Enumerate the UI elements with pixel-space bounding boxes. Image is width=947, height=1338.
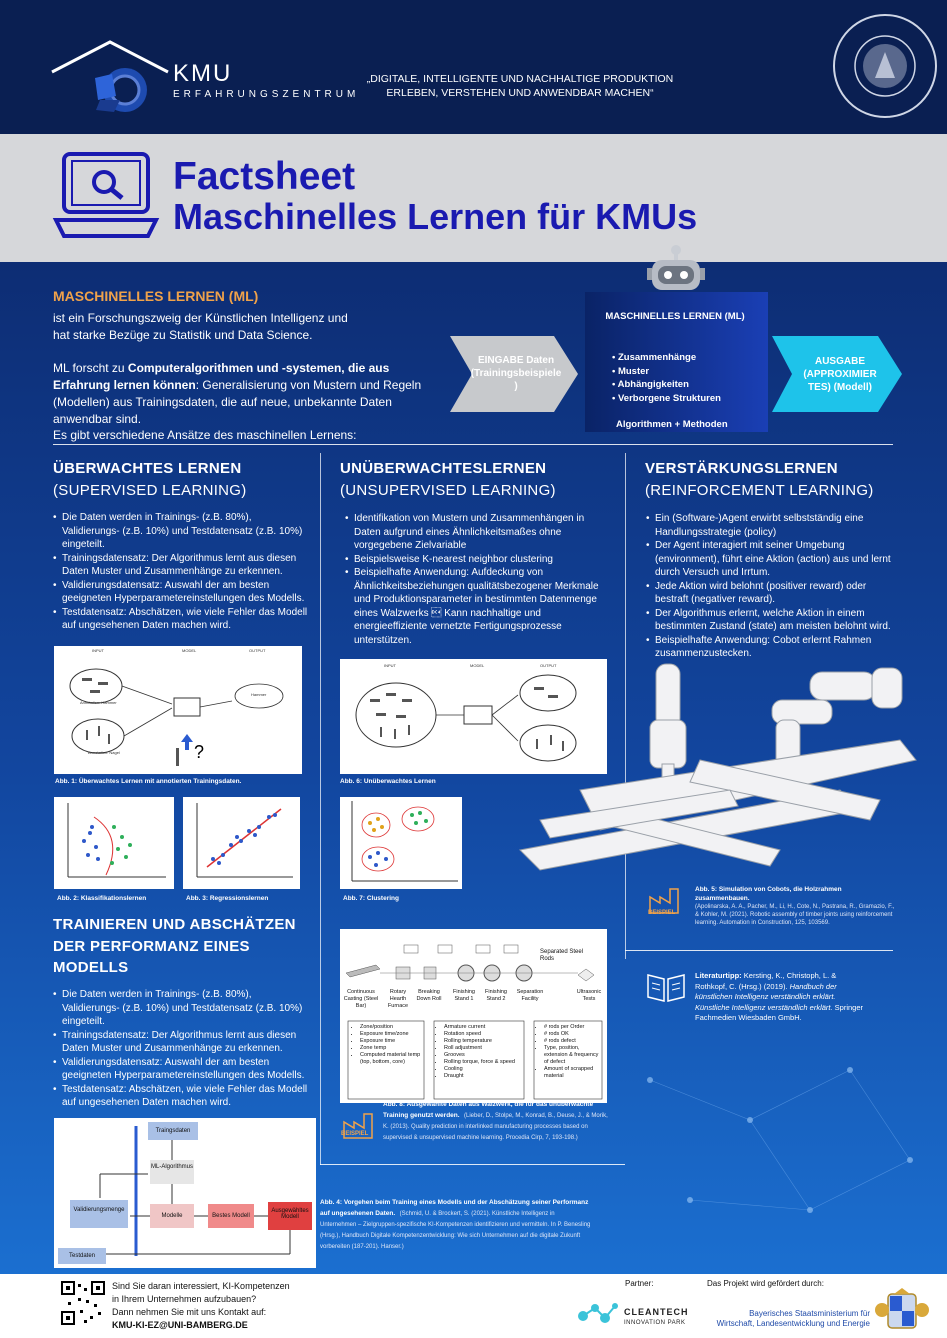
classification-plot [54,797,174,889]
list-item: • # rods per Order [544,1024,602,1031]
cobot-simulation-image [480,660,922,880]
step-label: Finishing Stand 2 [484,989,507,1002]
caption-fig6: Abb. 6: Unüberwachtes Lernen [340,778,436,785]
list-item: • Jede Aktion wird belohnt (positiver reward) oder bestraft (negativer reward). [646,580,896,607]
university-seal-icon [833,14,937,118]
col2-title: UNÜBERWACHTESLERNEN [340,460,547,477]
col1-subtitle: (SUPERVISED LEARNING) [53,482,247,499]
ml-box-footer: Algorithmen + Methoden [616,419,728,430]
training-title: TRAINIEREN UND ABSCHÄTZEN DER PERFORMANZ EINES MODELLS [53,916,296,976]
list-item: • Rotation speed [444,1031,524,1038]
list-item: • Testdatensatz: Abschätzen, wie viele Fehler das Modell auf ungesehenen Daten machen wird. [53,606,308,633]
list-item: • Der Algorithmus erlernt, welche Aktion in einem bestimmten Zustand (state) am meisten belohnt wird. [646,607,896,634]
book-icon [646,971,686,1003]
page-title-line1: Factsheet [173,155,356,198]
divider [53,444,893,445]
bavaria-coat-of-arms-icon [874,1288,930,1334]
step-label: Finishing Stand 1 [452,989,475,1002]
flow-train-data: Traingsdaten [148,1122,198,1140]
list-item: • Identifikation von Mustern und Zusammenhängen in Daten aufgrund eines Ähnlichkeitsmaßes ohne vorgegebene Zielvariable [345,512,610,553]
ml-item: • Zusammenhänge [612,352,697,363]
flow-chosen-model: Ausgewähltes Modell [268,1202,312,1230]
ml-item: • Verborgene Strukturen [612,392,721,404]
fig-annotation-hammer: Annotation: Hammer [80,700,117,705]
partner-label: Partner: [625,1279,654,1288]
laptop-search-icon [52,150,160,240]
caption-fig4 [320,1196,592,1251]
list-item: • Grooves [444,1052,524,1059]
step-label: Breaking Down Roll [416,989,442,1002]
list-item: • # rods defect [544,1038,602,1045]
caption-fig1: Abb. 1: Überwachtes Lernen mit annotierten Trainingsdaten. [55,778,242,785]
list-item: • Trainingsdatensatz: Der Algorithmus lernt aus diesen Daten Muster und Zusammenhänge zu erkennen. [53,552,308,579]
contact-line-1: Sind Sie daran interessiert, KI-Kompetenzen [112,1281,290,1291]
caption-fig2: Abb. 2: Klassifikationslernen [57,895,147,902]
literature-publisher: Springer Fachmedien Wiesbaden GmbH. [695,1002,864,1022]
flow-algorithm: ML-Algorithmus [150,1160,194,1184]
intro-paragraph-1: ist ein Forschungszweig der Künstlichen Intelligenz und hat starke Bezüge zu Statistik und Data Science. [53,311,348,342]
figure-supervised [54,646,302,774]
caption-fig7: Abb. 7: Clustering [343,895,399,902]
col3-bullets [646,512,896,661]
caption-fig8 [383,1098,608,1142]
list-item: • Beispielhafte Anwendung: Aufdeckung von Ähnlichkeitsbeziehungen qualitätsbezogener Merkmale und Produktionsparameter in bestimmten Datenmenge eines Walzwerks  Kann nachhaltige und energieeffiziente vernetzte Fertigungsprozesse unterstützen. [345,566,610,647]
list-item: • Trainingsdatensatz: Der Algorithmus lernt aus diesen Daten Muster und Zusammenhänge zu erkennen. [53,1029,308,1056]
list-item: • # rods OK [544,1031,602,1038]
list-item: • Computed material temp (top, bottom, core) [360,1052,424,1066]
caption-fig4-ref: (Schmid, U. & Brockert, S. (2021). Künstliche Intelligenz in Unternehmen – Zielgruppen-spezifische KI-Kompetenzen identifizieren und vermitteln. In P. Benesling (Hrsg.), Handbuch Digitale Kompetenzentwicklung: Wie sich Unternehmen auf die digitale Zukunft vorbereiten (187-201). Hanser.) [320,1211,591,1250]
params-list-1 [352,1024,424,1066]
fig-output: Hammer [251,692,267,697]
col3-subtitle: (REINFORCEMENT LEARNING) [645,482,874,499]
list-item: • Zone temp [360,1045,424,1052]
params-list-3 [536,1024,602,1080]
tagline: „DIGITALE, INTELLIGENTE UND NACHHALTIGE PRODUKTION ERLEBEN, VERSTEHEN UND ANWENDBAR MACHEN“ [366,73,674,99]
literature-title: Handbuch der künstlichen Intelligenz verständlich erklärt. Künstliche Intelligenz verständlich erklärt. [695,981,837,1012]
list-item: • Validierungsdatensatz: Auswahl der am besten geeigneten Hyperparametereinstellungen des Modells. [53,579,308,606]
list-item: • Roll adjustment [444,1045,524,1052]
divider [320,1164,625,1165]
fig-label-output: OUTPUT [540,663,557,668]
intro-paragraph-3: Es gibt verschiedene Ansätze des maschinellen Lernens: [53,428,357,442]
list-item: • Testdatensatz: Abschätzen, wie viele Fehler das Modell auf ungesehenen Daten machen wird. [53,1083,308,1110]
literature-authors: Kersting, K., Christoph, L. & Rothkopf, C. (Hrsg.) (2019). [695,971,837,991]
list-item: • Exposure time [360,1038,424,1045]
kmu-logo-icon [50,38,170,114]
step-label: Separation Facility [516,989,544,1002]
caption-fig8-ref: (Lieber, D., Stolpe, M., Konrad, B., Deuse, J., & Morik, K. (2013). Quality prediction in interlinked manufacturing processes based on supervised & unsupervised machine learning. Procedia Cirp, 7, 193-198.) [383,1113,608,1141]
flow-best-model: Bestes Modell [208,1204,254,1228]
clustering-plot [340,797,462,889]
ml-box-list [612,351,721,405]
funder-name [704,1309,870,1329]
list-item: • Validierungsdatensatz: Auswahl der am besten geeigneten Hyperparametereinstellungen des Modells. [53,1056,308,1083]
params-list-2 [436,1024,524,1080]
list-item: • Rolling torque, force & speed [444,1059,524,1066]
contact-email-link[interactable]: KMU-KI-EZ@UNI-BAMBERG.DE [112,1320,248,1330]
intro-paragraph-2: ML forscht zu Computeralgorithmen und -systemen, die aus Erfahrung lernen können: Generalisierung von Mustern und Regeln (Modellen) aus Trainingsdaten, die auf neue, unbekannte Daten anwendbar sind. [53,361,422,426]
training-bullets [53,988,308,1110]
figure-rolling-mill [340,929,607,1103]
list-item: • Armature current [444,1024,524,1031]
fig-annotation-nail: Annotation: Nagel [88,750,120,755]
list-item: • Beispielhafte Anwendung: Cobot erlernt Rahmen zusammenzustecken. [646,634,896,661]
beispiel-label: BEISPIEL [341,1131,369,1137]
literature-tip [695,971,867,1024]
funder-label: Das Projekt wird gefördert durch: [707,1279,824,1288]
caption-fig8-title: Abb. 8: Ausgewählte Daten aus Walzwerk, die für das unüberwachte Training genutzt werden. [383,1101,594,1119]
fig-label-input: INPUT [92,648,104,653]
logo-subtitle: ERFAHRUNGSZENTRUM [173,89,360,100]
ml-box-title: MASCHINELLES LERNEN (ML) [605,311,745,322]
output-label: AUSGABE (APPROXIMIER TES) (Modell) [803,356,877,393]
flow-test-data: Testdaten [58,1248,106,1264]
list-item: • Type, position, extension & frequency of defect [544,1045,602,1066]
col2-bullets [345,512,610,647]
col1-title: ÜBERWACHTES LERNEN [53,460,242,477]
step-label: Ultrasonic Tests [576,989,602,1002]
contact-line-2: in Ihrem Unternehmen aufzubauen? [112,1294,257,1304]
logo-text: KMU [173,60,233,87]
caption-fig4-title: Abb. 4: Vorgehen beim Training eines Modells und der Abschätzung seiner Performanz auf ungesehenen Daten. [320,1199,589,1217]
figure-clustering [340,797,462,889]
fig-question-mark: ? [194,742,205,762]
caption-fig5 [695,885,895,927]
network-decoration [630,1040,930,1260]
caption-fig5-title: Abb. 5: Simulation von Cobots, die Holzrahmen zusammenbauen. [695,886,842,902]
flow-validation: Validierungsmenge [70,1200,128,1228]
contact-line-3: Dann nehmen Sie mit uns Kontakt auf: [112,1307,267,1317]
list-item: • Zone/position [360,1024,424,1031]
list-item: • Die Daten werden in Trainings- (z.B. 80%), Validierungs- (z.B. 10%) und Testdatensatz (z.B. 10%) eingeteilt. [53,511,308,552]
list-item: • Beispielsweise K-nearest neighbor clustering [345,553,610,567]
caption-fig3: Abb. 3: Regressionslernen [186,895,269,902]
funder-line-1: Bayerisches Staatsministerium für [749,1309,870,1318]
flow-models: Modelle [150,1204,194,1228]
list-item: • Die Daten werden in Trainings- (z.B. 80%), Validierungs- (z.B. 10%) und Testdatensatz (z.B. 10%) eingeteilt. [53,988,308,1029]
ml-item: • Muster [612,365,650,377]
intro-heading: MASCHINELLES LERNEN (ML) [53,288,259,304]
partner-subtitle: INNOVATION PARK [624,1320,686,1326]
list-item: • Der Agent interagiert mit seiner Umgebung (environment), führt eine Aktion (action) aus und lernt durch Versuch und Irrtum. [646,539,896,580]
ml-item: • Abhängigkeiten [612,379,689,390]
beispiel-label: BEISPIEL [648,910,676,916]
fig-label-model: MODEL [470,663,485,668]
partner-name: CLEANTECH [624,1307,689,1317]
list-item: • Draught [444,1073,524,1080]
caption-fig5-ref: (Apolinarska, A. A., Pacher, M., Li, H., Cote, N., Pastrana, R., Gramazio, F., & Kohler, M. (2021). Robotic assembly of timber joints using reinforcement learning. Automation in Construction, 125, 103569. [695,904,895,926]
robot-icon [646,244,706,292]
figure-regression [183,797,300,889]
regression-plot [183,797,300,889]
separated-rods-label: Separated Steel Rods [540,949,584,962]
list-item: • Amount of scrapped material [544,1066,602,1080]
fig-label-input: INPUT [384,663,396,668]
list-item: • Cooling [444,1066,524,1073]
step-label: Rotary Hearth Furnace [387,989,409,1009]
training-flow-lines [54,1118,316,1268]
figure-classification [54,797,174,889]
list-item: • Rolling temperature [444,1038,524,1045]
literature-label: Literaturtipp: [695,971,742,980]
cleantech-logo-icon [575,1298,619,1328]
funder-line-2: Wirtschaft, Landesentwicklung und Energie [716,1319,870,1328]
list-item: • Exposure time/zone [360,1031,424,1038]
figure-training-flow [54,1118,316,1268]
list-item: • Ein (Software-)Agent erwirbt selbstständig eine Handlungsstrategie (policy) [646,512,896,539]
qr-code-icon[interactable] [60,1280,106,1326]
column-divider [320,453,321,1165]
fig-label-model: MODEL [182,648,197,653]
col3-title: VERSTÄRKUNGSLERNEN [645,460,838,477]
step-label: Continuous Casting (Steel Bar) [343,989,379,1009]
divider [625,950,893,951]
input-label: EINGABE Daten (Trainingsbeispiele ) [470,355,562,392]
col2-subtitle: (UNSUPERVISED LEARNING) [340,482,556,499]
col1-bullets [53,511,308,633]
page-title-line2: Maschinelles Lernen für KMUs [173,196,698,237]
fig-label-output: OUTPUT [249,648,266,653]
